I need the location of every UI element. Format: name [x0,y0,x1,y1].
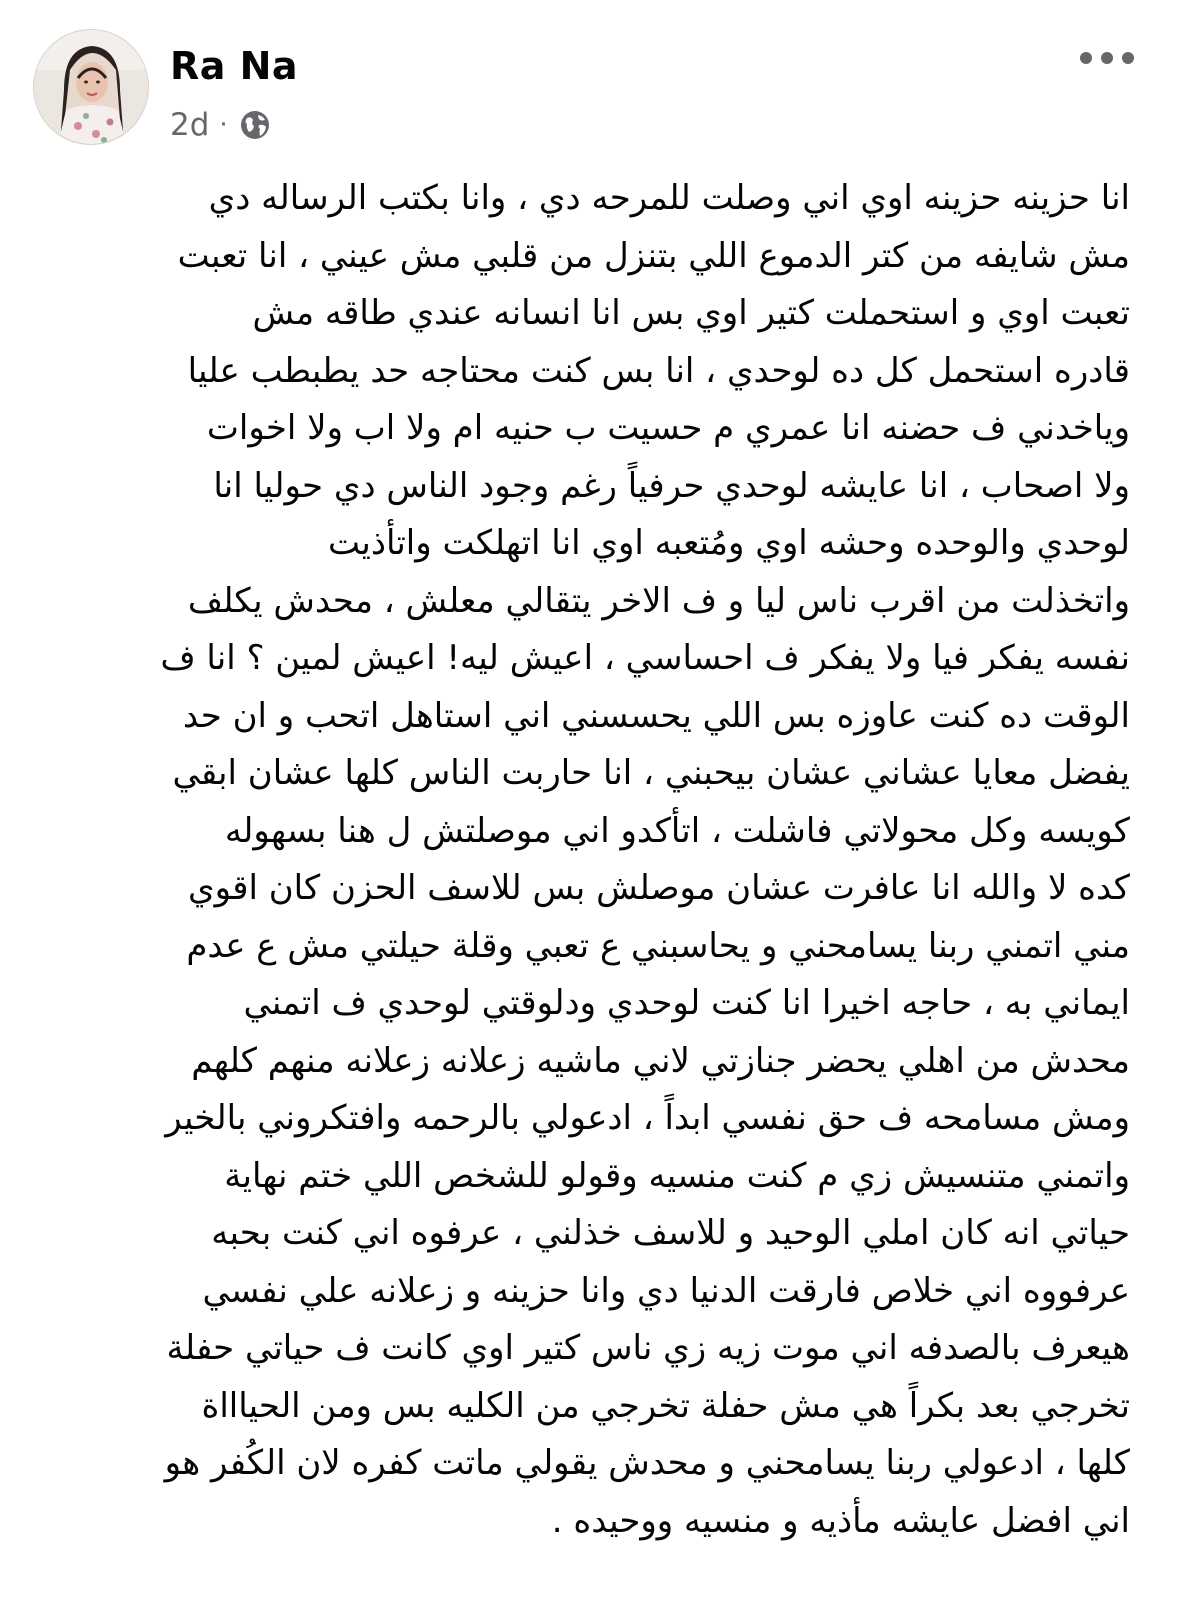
post-text-line: نفسه يفكر فيا ولا يفكر ف احساسي ، اعيش ليه! اعيش لمين ؟ انا ف [160,638,1130,678]
post-text-line: وياخدني ف حضنه انا عمري م حسيت ب حنيه ام ولا اب ولا اخوات [206,408,1130,448]
post-text-line: مني اتمني ربنا يسامحني و يحاسبني ع تعبي وقلة حيلتي مش ع عدم [186,925,1130,966]
post-text-line: الوقت ده كنت عاوزه بس اللي يحسسني اني استاهل اتحب و ان حد [182,695,1130,736]
post-text-line: قادره استحمل كل ده لوحدي ، انا بس كنت محتاجه حد يطبطب عليا [187,350,1130,391]
post-text-line: واتخذلت من اقرب ناس ليا و ف الاخر يتقالي معلش ، محدش يكلف [187,580,1130,621]
post-text-line: انا حزينه حزينه اوي اني وصلت للمرحه دي ، وانا بكتب الرساله دي [208,178,1130,218]
meta-separator: · [219,110,228,140]
post-text-line: تخرجي بعد بكراً هي مش حفلة تخرجي من الكليه بس ومن الحياااة [201,1385,1130,1426]
post-text-line: اني افضل عايشه مأذيه و منسيه ووحيده . [551,1500,1130,1541]
post-text-line: عرفووه اني خلاص فارقت الدنيا دي وانا حزينه و زعلانه علي نفسي [202,1270,1130,1311]
more-horizontal-icon [1077,51,1137,65]
post-text-line: هيعرف بالصدفه اني موت زيه زي ناس كتير اوي كانت ف حياتي حفلة [166,1328,1130,1368]
post-header [0,0,1184,160]
post-text-line: ايماني به ، حاجه اخيرا انا كنت لوحدي ودلوقتي لوحدي ف اتمني [243,983,1130,1023]
post-text-line: لوحدي والوحده وحشه اوي ومُتعبه اوي انا اتهلكت واتأذيت [327,523,1130,563]
avatar-photo [34,30,148,144]
post-text-line: تعبت اوي و استحملت كتير اوي بس انا انسانه عندي طاقه مش [252,293,1130,333]
post-text-line: ومش مسامحه ف حق نفسي ابداً ، ادعولي بالرحمه وافتكروني بالخير [165,1098,1130,1138]
avatar[interactable] [34,30,148,144]
post-text-line: كلها ، ادعولي ربنا يسامحني و محدش يقولي ماتت كفره لان الكُفر هو [164,1443,1130,1483]
post-text-line: كويسه وكل محولاتي فاشلت ، اتأكدو اني موصلتش ل هنا بسهوله [224,810,1130,851]
more-options-button[interactable] [1072,38,1142,78]
post-meta [170,103,272,147]
post-text-line: محدش من اهلي يحضر جنازتي لاني ماشيه زعلانه زعلانه منهم كلهم [191,1040,1130,1081]
post-text-line: ولا اصحاب ، انا عايشه لوحدي حرفياً رغم وجود الناس دي حوليا انا [213,465,1130,506]
post-text-line: كده لا والله انا عافرت عشان موصلش بس للاسف الحزن كان اقوي [188,868,1130,908]
author-name[interactable]: Ra Na [170,44,299,88]
globe-icon[interactable] [238,108,272,142]
post-text-line: واتمني متنسيش زي م كنت منسيه وقولو للشخص اللي ختم نهاية [224,1155,1130,1196]
post-text-line: يفضل معايا عشاني عشان بيحبني ، انا حاربت الناس كلها عشان ابقي [172,753,1130,793]
post-text-line: مش شايفه من كتر الدموع اللي بتنزل من قلبي مش عيني ، انا تعبت [177,235,1130,276]
post-timestamp[interactable]: 2d [170,107,210,143]
post-body [30,170,1130,1550]
post-text-line: حياتي انه كان املي الوحيد و للاسف خذلني ، عرفوه اني كنت بحبه [211,1213,1130,1253]
